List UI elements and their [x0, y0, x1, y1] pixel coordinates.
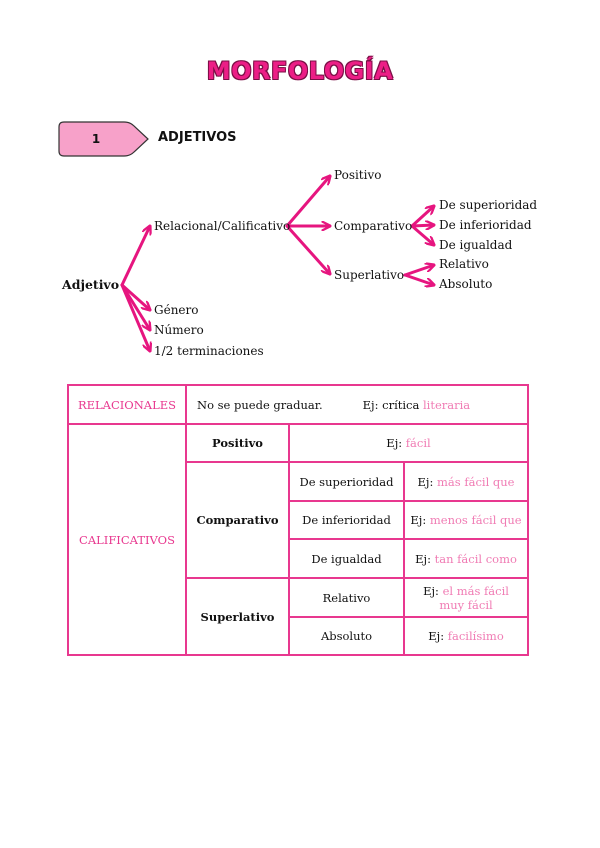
node-adjetivo: Adjetivo — [62, 277, 120, 292]
node-numero: Número — [154, 323, 204, 337]
arrow-adjetivo-terminaciones — [122, 285, 150, 351]
arrow-comp-igualdad — [412, 226, 434, 245]
arrow-rel-superlativo — [287, 226, 330, 274]
comparativo-superioridad-example: más fácil que — [437, 474, 515, 489]
relacionales-example: literaria — [423, 397, 471, 412]
comparativo-inferioridad-label: De inferioridad — [289, 501, 404, 539]
positivo-example: fácil — [405, 436, 431, 450]
adjective-degrees-table — [67, 384, 529, 656]
superlativo-relativo-example-line1: el más fácil — [442, 583, 509, 598]
superlativo-label: Superlativo — [186, 578, 289, 655]
positivo-example-cell — [289, 424, 528, 462]
ej-prefix: Ej: — [423, 583, 439, 598]
relacionales-description: No se puede graduar. — [197, 397, 323, 412]
calificativos-label: CALIFICATIVOS — [68, 424, 186, 655]
superlativo-relativo-example-cell — [404, 578, 528, 617]
ej-prefix: Ej: — [415, 551, 431, 566]
node-comparativo: Comparativo — [334, 219, 413, 233]
node-absoluto: Absoluto — [439, 277, 493, 291]
arrow-rel-positivo — [287, 176, 330, 226]
arrow-comp-superioridad — [412, 206, 434, 226]
node-terminaciones: 1/2 terminaciones — [154, 344, 264, 358]
section-number: 1 — [91, 132, 101, 146]
table-row — [68, 424, 528, 462]
node-de-igualdad: De igualdad — [439, 238, 513, 252]
comparativo-superioridad-label: De superioridad — [289, 462, 404, 501]
arrow-sup-absoluto — [405, 275, 434, 285]
node-relativo: Relativo — [439, 257, 489, 271]
relacionales-ej-prefix: Ej: crítica — [362, 397, 420, 412]
ej-prefix: Ej: — [386, 436, 403, 450]
node-genero: Género — [154, 303, 199, 317]
comparativo-label: Comparativo — [186, 462, 289, 578]
comparativo-igualdad-example-cell — [404, 539, 528, 578]
table-row — [68, 385, 528, 424]
arrow-sup-relativo — [405, 265, 434, 275]
node-relacional-calificativo: Relacional/Calificativo — [154, 219, 291, 233]
ej-prefix: Ej: — [428, 629, 445, 643]
comparativo-superioridad-example-cell — [404, 462, 528, 501]
node-de-inferioridad: De inferioridad — [439, 218, 532, 232]
ej-prefix: Ej: — [417, 474, 434, 489]
section-title: ADJETIVOS — [158, 130, 237, 145]
arrow-comp-inferioridad — [412, 225, 434, 226]
node-superlativo: Superlativo — [334, 268, 405, 282]
positivo-label: Positivo — [186, 424, 289, 462]
ej-prefix: Ej: — [410, 513, 427, 527]
superlativo-absoluto-example: facilísimo — [447, 629, 504, 643]
superlativo-relativo-label: Relativo — [289, 578, 404, 617]
arrow-adjetivo-relacional — [122, 226, 150, 285]
superlativo-absoluto-label: Absoluto — [289, 617, 404, 655]
page-title: MORFOLOGÍA — [206, 57, 394, 85]
relacionales-label: RELACIONALES — [68, 385, 186, 424]
diagram-arrows — [0, 0, 600, 380]
node-positivo: Positivo — [334, 168, 382, 182]
comparativo-igualdad-label: De igualdad — [289, 539, 404, 578]
comparativo-inferioridad-example: menos fácil que — [429, 513, 522, 527]
relacionales-description-cell — [186, 385, 528, 424]
superlativo-relativo-example-line2: muy fácil — [439, 597, 493, 612]
comparativo-inferioridad-example-cell — [404, 501, 528, 539]
node-de-superioridad: De superioridad — [439, 198, 538, 212]
superlativo-absoluto-example-cell — [404, 617, 528, 655]
comparativo-igualdad-example: tan fácil como — [434, 551, 517, 566]
